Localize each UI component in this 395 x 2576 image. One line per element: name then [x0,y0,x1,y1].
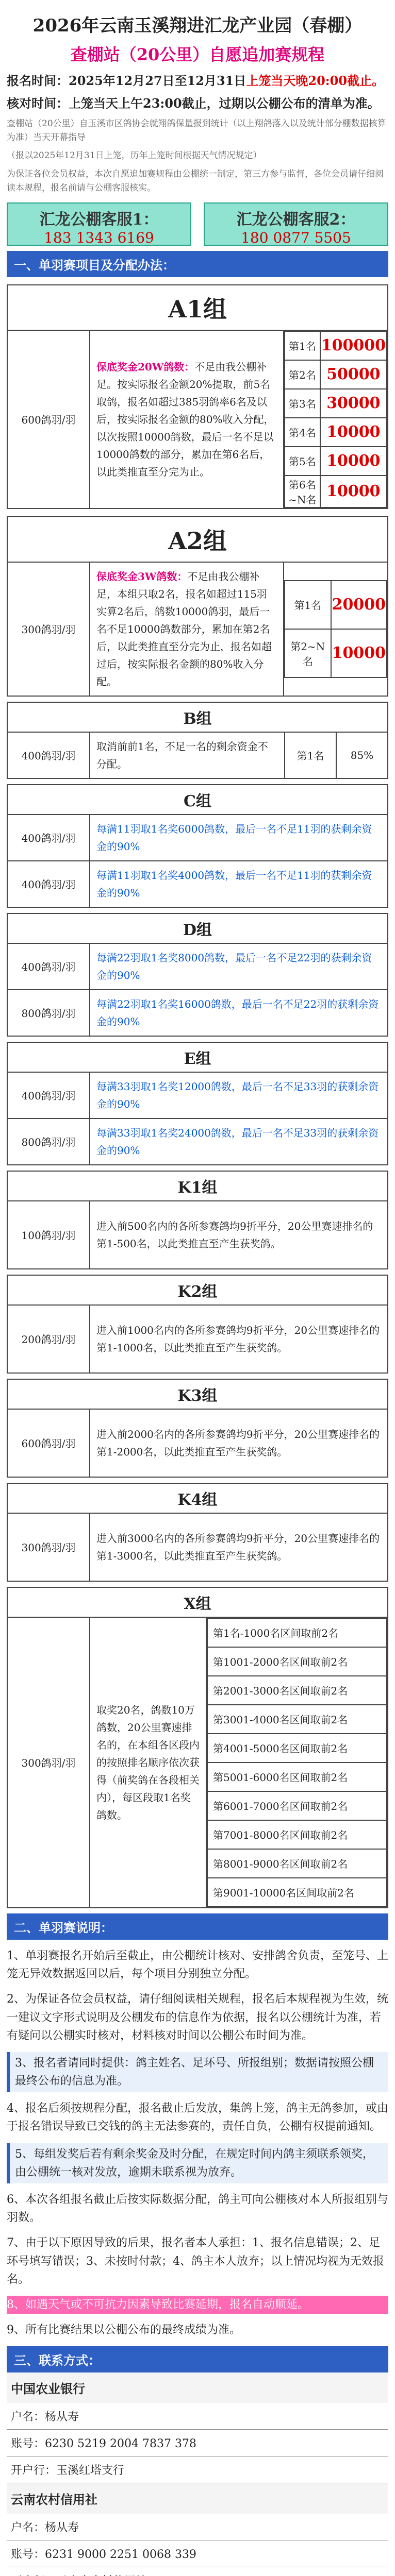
group-k1-table [7,1200,388,1269]
group-d-head: D组 [7,913,388,943]
bank-row [7,2514,388,2540]
group-a2-desc [90,562,284,696]
prize-amount: 10000 [320,418,387,447]
group-k3-head: K3组 [7,1379,388,1409]
prize-rank: 第3名 [285,389,320,418]
group-k4-head: K4组 [7,1483,388,1513]
contact-title-2: 汇龙公棚客服2： [236,210,356,229]
group-a1-desc [90,330,284,509]
range-row [207,1878,387,1907]
group-e-head: E组 [7,1042,388,1072]
group-e-fee: 800鸽羽/羽 [7,1118,90,1165]
group-c-text: 每满11羽取1名奖4000鸽数，最后一名不足11羽的获剩余资金的90% [90,861,388,907]
section-1-banner: 一、单羽赛项目及分配办法： [7,251,388,277]
signup-line [7,72,388,90]
group-a1-desc-prefix: 保底奖金20W鸽数： [96,360,195,373]
group-b-desc: 取消前前1名，不足一名的剩余资金不分配。 [90,732,285,778]
group-k1-fee: 100鸽羽/羽 [7,1201,90,1269]
group-c-fee: 400鸽羽/羽 [7,861,90,907]
group-k4-table [7,1513,388,1582]
group-x-desc: 取奖20名，鸽数10万鸽数，20公里赛速排名的，在本组各区段内的按照排名顺序依次获得（前奖鸽在各段相关内），每区段取1名奖鸽数。 [90,1617,206,1908]
prize-amount: 10000 [320,447,387,476]
range-row [207,1762,387,1791]
group-k3-table [7,1409,388,1478]
bank-row [7,2567,388,2576]
group-x-fee: 300鸽羽/羽 [7,1617,90,1908]
contact-box-1[interactable] [7,202,191,246]
bank-row [7,2456,388,2483]
bank-label: 开户行： [11,2464,57,2478]
prize-rank: 第6名~N名 [285,476,320,507]
page-title: 2026年云南玉溪翔进汇龙产业园（春棚） [32,15,363,36]
range-row [207,1734,387,1762]
prize-row [285,360,387,389]
range-row [207,1618,387,1647]
bank-value: 杨从寿 [45,2411,79,2424]
page-subtitle: 查棚站（20公里）自愿追加赛规程 [70,45,325,64]
contact-phone-2[interactable]: 180 0877 5505 [241,229,351,246]
group-x-head: X组 [7,1587,388,1617]
rule-item: 9、所有比赛结果以公棚公布的最终成绩为准。 [7,2324,241,2337]
range-item: 第2001-3000名区间取前2名 [207,1676,387,1705]
range-row [207,1820,387,1849]
group-a2-desc-prefix: 保底奖金3W鸽数： [96,570,188,583]
bank-label: 账号： [11,2437,45,2451]
group-a2-desc-text: 不足由我公棚补足，本组只取2名，报名如超过115羽实算2名后，鸽数10000鸽羽，最后一名不足10000鸽数部分，累加在第2名后，以此类推直至分完为止，报名如超过后，按实际报名金额的80%收入分配。 [96,570,272,688]
group-a1-fee: 600鸽羽/羽 [7,330,90,509]
range-item: 第6001-7000名区间取前2名 [207,1791,387,1820]
prize-rank: 第4名 [285,418,320,447]
table-row [7,990,388,1036]
bank-row [7,2403,388,2430]
range-row [207,1647,387,1676]
group-b-pct: 85% [336,732,388,778]
group-d-text: 每满22羽取1名奖8000鸽数，最后一名不足22羽的获剩余资金的90% [90,943,388,990]
group-b-fee: 400鸽羽/羽 [7,732,90,778]
bank-row [7,2540,388,2567]
range-row [207,1849,387,1878]
prize-row [285,447,387,476]
verify-time: 上笼当天上午23:00截止，过期以公棚公布的清单为准。 [69,96,380,111]
group-b-rank: 第1名 [285,732,336,778]
range-item: 第3001-4000名区间取前2名 [207,1705,387,1734]
range-item: 第4001-5000名区间取前2名 [207,1734,387,1762]
signup-time: 2025年12月27日至12月31日 [69,73,246,88]
rule-item: 1、单羽赛报名开始后至截止，由公棚统计核对、安排鸽舍负责，至笼号、上笼无异效数据返回以后，每个项目分别独立分配。 [7,1949,388,1981]
bank-info [7,2372,388,2576]
group-a2-prizes [284,562,388,696]
range-item: 第1001-2000名区间取前2名 [207,1647,387,1676]
range-item: 第5001-6000名区间取前2名 [207,1762,387,1791]
bank-header-2: 云南农村信用社 [7,2483,388,2514]
group-k2-text: 进入前1000名内的各所参赛鸽均9折平分，20公里赛速排名的第1-1000名，以此类推直至产生获奖鸽。 [90,1305,388,1373]
group-k3-fee: 600鸽羽/羽 [7,1409,90,1477]
group-k2-head: K2组 [7,1275,388,1304]
group-k2-fee: 200鸽羽/羽 [7,1305,90,1373]
group-a2-fee: 300鸽羽/羽 [7,562,90,696]
prize-amount: 20000 [331,581,387,629]
prize-row [285,581,387,629]
rules-list [7,1947,388,2339]
range-item: 第8001-9000名区间取前2名 [207,1849,387,1878]
rule-item: 4、报名后须按规程分配，报名截止后发放，集鸽上笼，鸽主无鸽参加，或由于报名错误导致已交钱的鸽主无法参赛的，责任自负，公棚有权提前通知。 [7,2102,388,2133]
prize-amount: 100000 [320,331,387,360]
rule-item: 5、每组发奖后若有剩余奖金及时分配，在规定时间内鸽主须联系领奖，由公棚统一核对发放，逾期未联系视为放弃。 [7,2143,388,2183]
group-e-text: 每满33羽取1名奖24000鸽数，最后一名不足33羽的获剩余资金的90% [90,1118,388,1165]
bank-label: 账号： [11,2548,45,2562]
section-3-banner: 三、联系方式： [7,2346,388,2372]
contact-phone-1[interactable]: 183 1343 6169 [44,229,154,246]
group-c-table [7,814,388,908]
group-a2-head: A2组 [7,516,388,562]
prize-rank: 第1名 [285,581,331,629]
contact-bar [7,202,388,246]
prize-amount: 50000 [320,360,387,389]
group-e-text: 每满33羽取1名奖12000鸽数，最后一名不足33羽的获剩余资金的90% [90,1072,388,1118]
prize-row [285,389,387,418]
prize-row [285,331,387,360]
group-c-text: 每满11羽取1名奖6000鸽数，最后一名不足11羽的获剩余资金的90% [90,815,388,861]
prize-row [285,476,387,507]
group-e-fee: 400鸽羽/羽 [7,1072,90,1118]
prize-rank: 第2~N名 [285,629,331,677]
rule-item: 8、如遇天气或不可抗力因素导致比赛延期，报名自动顺延。 [7,2296,388,2314]
bank-value[interactable]: 6231 9000 2251 0068 339 [45,2548,196,2562]
bank-value[interactable]: 6230 5219 2004 7837 378 [45,2437,196,2451]
group-d-fee: 400鸽羽/羽 [7,943,90,990]
bank-label: 户名： [11,2521,45,2535]
intro-note-1: 查棚站（20公里）自玉溪市区鸽协会就翔鸽保量报到统计（以上翔鸽落入以及统计部分棚数据核算为准）当天开幕指导 [7,118,386,143]
group-e-table [7,1072,388,1165]
table-row [7,815,388,861]
table-row [7,1118,388,1165]
range-row [207,1705,387,1734]
rule-item: 2、为保证各位会员权益，请仔细阅读相关规程，报名后本规程视为生效，统一建议文字形式说明及公棚发布的信息作为依据，报名以公棚统计为准，若有疑问以公棚实时核对，材料核对时间以公棚公布时间为准。 [7,1993,388,2042]
prize-rank: 第5名 [285,447,320,476]
bank-label: 户名： [11,2411,45,2424]
rule-item: 3、报名者请同时提供：鸽主姓名、足环号、所报组别；数据请按照公棚最终公布的信息为准。 [7,2052,388,2092]
verify-label: 核对时间： [7,96,69,111]
prize-amount: 10000 [320,476,387,507]
bank-header: 中国农业银行 [7,2372,388,2403]
prize-amount: 10000 [331,629,387,677]
bank-value: 杨从寿 [45,2521,79,2535]
prize-rank: 第2名 [285,360,320,389]
group-k2-table [7,1304,388,1374]
group-k3-text: 进入前2000名内的各所参赛鸽均9折平分，20公里赛速排名的第1-2000名，以此类推直至产生获奖鸽。 [90,1409,388,1477]
group-b-table [7,732,388,779]
rule-item: 7、由于以下原因导致的后果，报名者本人承担：1、报名信息错误；2、足环号填写错误；3、未按时付款；4、鸽主本人放弃；以上情况均视为无效报名。 [7,2236,384,2286]
group-c-head: C组 [7,784,388,814]
prize-amount: 30000 [320,389,387,418]
prize-row [285,418,387,447]
intro-note-2: （报以2025年12月31日上笼，历年上笼时间根据天气情况规定） [7,150,262,161]
section-2-banner: 二、单羽赛说明： [7,1913,388,1940]
signup-deadline: 上笼当天晚20:00截止。 [246,73,385,88]
table-row [7,943,388,990]
contact-box-2[interactable] [204,202,388,246]
rule-item: 6、本次各组报名截止后按实际数据分配，鸽主可向公棚核对本人所报组别与羽数。 [7,2193,388,2225]
group-x-table [7,1617,388,1908]
range-item: 第7001-8000名区间取前2名 [207,1820,387,1849]
group-a1-table [7,330,388,509]
range-row [207,1676,387,1705]
group-x-ranges [206,1617,388,1908]
group-c-fee: 400鸽羽/羽 [7,815,90,861]
group-a1-head: A1组 [7,284,388,330]
group-b-head: B组 [7,702,388,732]
contact-title-1: 汇龙公棚客服1： [39,210,159,229]
intro-note-3: 为保证各位会员权益，本次自愿追加赛规程由公棚统一制定，第三方参与监督，各位会员请仔细阅读本规程，报名前请与公棚客服核实。 [7,168,384,193]
group-d-fee: 800鸽羽/羽 [7,990,90,1036]
group-a2-table [7,562,388,697]
prize-row [285,629,387,677]
table-row [7,861,388,907]
range-item: 第1名-1000名区间取前2名 [207,1618,387,1647]
range-row [207,1791,387,1820]
group-k1-text: 进入前500名内的各所参赛鸽均9折平分，20公里赛速排名的第1-500名，以此类推直至产生获奖鸽。 [90,1201,388,1269]
bank-row [7,2430,388,2456]
table-row [7,1072,388,1118]
range-item: 第9001-10000名区间取前2名 [207,1878,387,1907]
group-k1-head: K1组 [7,1171,388,1200]
group-d-text: 每满22羽取1名奖16000鸽数，最后一名不足22羽的获剩余资金的90% [90,990,388,1036]
group-k4-fee: 300鸽羽/羽 [7,1513,90,1581]
verify-line [7,94,388,113]
group-k4-text: 进入前3000名内的各所参赛鸽均9折平分，20公里赛速排名的第1-3000名，以此类推直至产生获奖鸽。 [90,1513,388,1581]
signup-label: 报名时间： [7,73,69,88]
intro [7,72,388,195]
prize-rank: 第1名 [285,331,320,360]
group-a1-prizes [284,330,388,509]
group-d-table [7,943,388,1037]
group-a1-desc-text: 不足由我公棚补足。按实际报名金额20%提取，前5名取鸽，报名如超过385羽鸽率6名及以后，按实际报名金额的80%收入分配，以次按照10000鸽数，最后一名不足以10000鸽数的部分，累加在第6名后，以此类推直至分完为止。 [96,360,274,478]
bank-value: 玉溪红塔支行 [56,2464,125,2478]
